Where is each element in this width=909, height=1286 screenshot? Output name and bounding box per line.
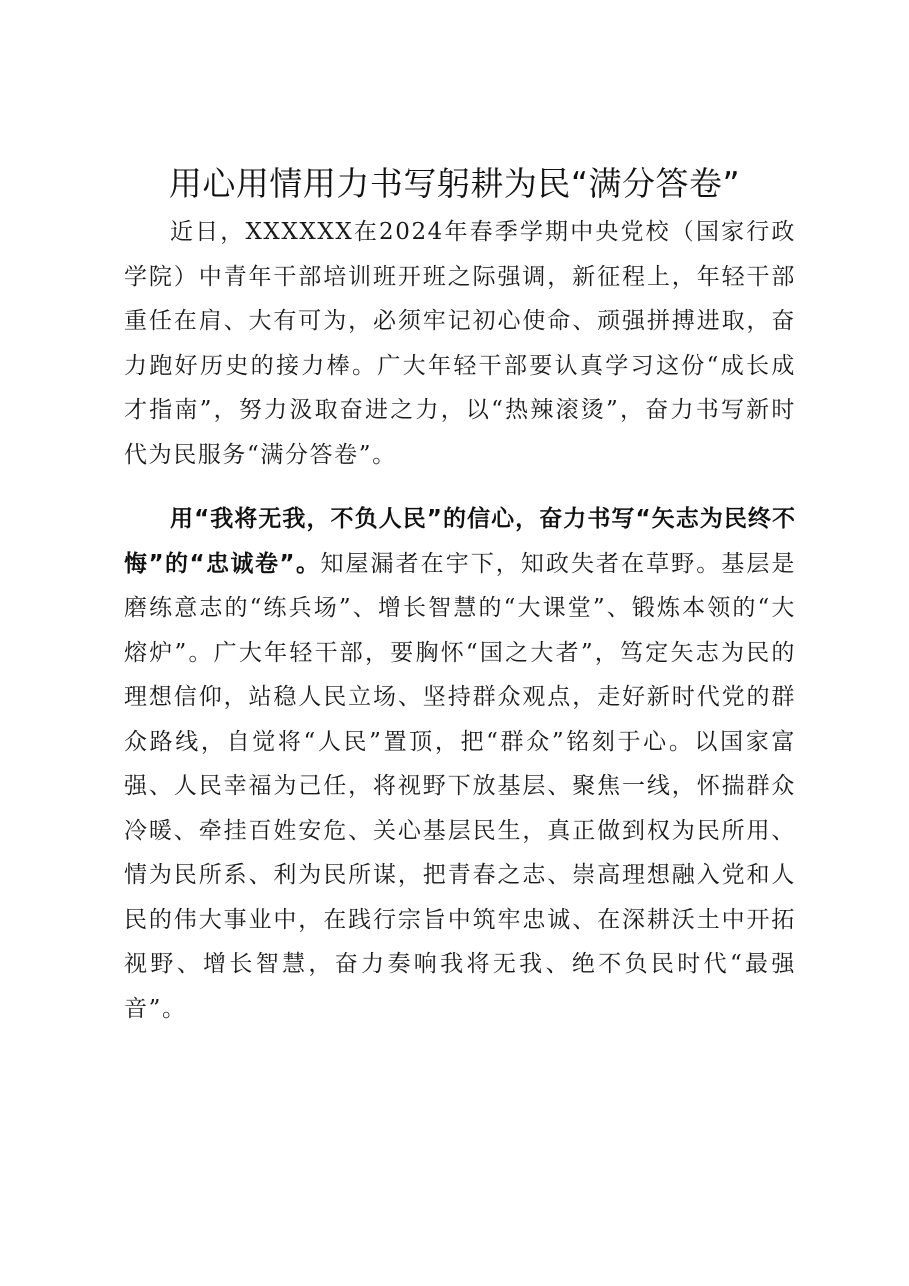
paragraph-text: 近日，XXXXXX在2024年春季学期中央党校（国家行政学院）中青年干部培训班开班之际强调，新征程上，年轻干部重任在肩、大有可为，必须牢记初心使命、顽强拼搏进取，奋力跑好历史的接力棒。广大年轻干部要认真学习这份“成长成才指南”，努力汲取奋进之力，以“热辣滚烫”，奋力书写新时代为民服务“满分答卷”。 <box>124 219 796 468</box>
document-body <box>124 210 796 1031</box>
paragraph-text: 知屋漏者在宇下，知政失者在草野。基层是磨练意志的“练兵场”、增长智慧的“大课堂”、锻炼本领的“大熔炉”。广大年轻干部，要胸怀“国之大者”，笃定矢志为民的理想信仰，站稳人民立场、坚持群众观点，走好新时代党的群众路线，自觉将“人民”置顶，把“群众”铭刻于心。以国家富强、人民幸福为己任，将视野下放基层、聚焦一线，怀揣群众冷暖、牵挂百姓安危、关心基层民生，真正做到权为民所用、情为民所系、利为民所谋，把青春之志、崇高理想融入党和人民的伟大事业中，在践行宗旨中筑牢忠诚、在深耕沃土中开拓视野、增长智慧，奋力奏响我将无我、绝不负民时代“最强音”。 <box>124 550 796 1022</box>
document-title: 用心用情用力书写躬耕为民“满分答卷” <box>168 164 741 203</box>
paragraph-lead-sentence: 用“我将无我，不负人民”的信心，奋力书写“矢志为民终不悔”的“忠诚卷”。 <box>124 506 796 577</box>
paragraph-loyalty <box>124 497 796 1031</box>
paragraph-intro <box>124 210 796 477</box>
